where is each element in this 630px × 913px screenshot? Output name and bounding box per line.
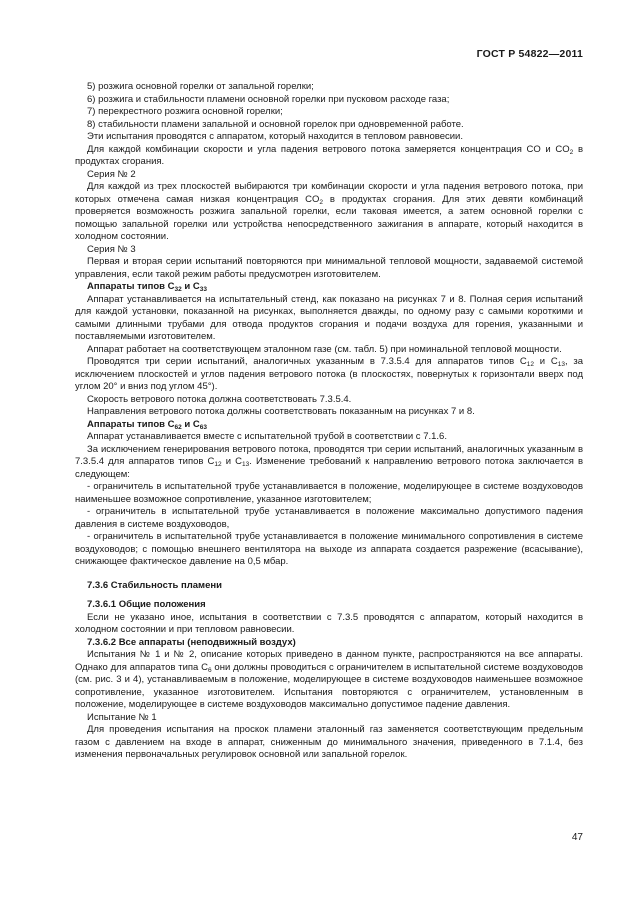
subsection-heading-7-3-6-2: 7.3.6.2 Все аппараты (неподвижный воздух) bbox=[87, 636, 296, 648]
document-body bbox=[75, 81, 583, 762]
page-number: 47 bbox=[571, 832, 583, 843]
paragraph: Для проведения испытания на проскок пламени эталонный газ заменяется соответствующим предельным газом с давлением на входе в аппарат, сниженным до минимального значения, приведенного в 7.1.4, без изменения первоначальных регулировок основной или запальной горелок. bbox=[75, 724, 583, 760]
paragraph: Эти испытания проводятся с аппаратом, который находится в тепловом равновесии. bbox=[87, 131, 464, 142]
paragraph: Если не указано иное, испытания в соответствии с 7.3.5 проводятся с аппаратом, который находится в холодном состоянии и при тепловом равновесии. bbox=[75, 611, 583, 635]
paragraph: Проводятся три серии испытаний, аналогичных указанным в 7.3.5.4 для аппаратов типов $C_{12}$ и $C_{13}$, за исключением плоскостей и углов падения ветрового потока (в плоскостях, повернутых к горизонтали вверх под углом 20° и вниз под углом 45°). bbox=[75, 356, 583, 392]
paragraph: Для каждой комбинации скорости и угла падения ветрового потока замеряется концентрация CO и $CO_2$ в продуктах сгорания. bbox=[75, 143, 583, 167]
paragraph: Аппарат устанавливается вместе с испытательной трубой в соответствии с 7.1.6. bbox=[87, 431, 447, 442]
subsection-heading-7-3-6-1: 7.3.6.1 Общие положения bbox=[87, 599, 206, 610]
list-item-6: 6) розжига и стабильности пламени основной горелки при пусковом расходе газа; bbox=[87, 93, 450, 105]
list-item-5: 5) розжига основной горелки от запальной горелки; bbox=[87, 81, 314, 92]
dash-item: - ограничитель в испытательной трубе устанавливается в положение минимального сопротивления в системе воздуховодов; с помощью внешнего вентилятора на выходе из аппарата создается разрежение (всасывание), снижающее фактическое давление на 0,5 мбар. bbox=[75, 531, 583, 567]
paragraph: Аппарат работает на соответствующем эталонном газе (см. табл. 5) при номинальной тепловой мощности. bbox=[87, 343, 562, 355]
section-heading-7-3-6: 7.3.6 Стабильность пламени bbox=[87, 579, 222, 591]
list-item-7: 7) перекрестного розжига основной горелки; bbox=[87, 106, 283, 117]
dash-item: - ограничитель в испытательной трубе устанавливается в положение, моделирующее в системе воздуховодов наименьшее возможное сопротивление, указанное изготовителем; bbox=[75, 481, 583, 505]
document-header: ГОСТ Р 54822—2011 bbox=[476, 48, 583, 60]
paragraph: За исключением генерирования ветрового потока, проводятся три серии испытаний, аналогичных указанным в 7.3.5.4 для аппаратов типов $C_{12}$ и $C_{13}$. Изменение требований к направлению ветрового потока заключается в следующем: bbox=[75, 443, 584, 480]
dash-item: - ограничитель в испытательной трубе устанавливается в положение максимально допустимого падения давления в системе воздуховодов, bbox=[75, 506, 583, 530]
subheading-c62-c63: Аппараты типов $C_{62}$ и $C_{63}$ bbox=[87, 418, 207, 431]
test-heading: Испытание № 1 bbox=[87, 711, 157, 723]
paragraph: Первая и вторая серии испытаний повторяются при минимальной тепловой мощности, задаваемой системой управления, если такой режим работы предусмотрен изготовителем. bbox=[75, 256, 583, 280]
paragraph: Скорость ветрового потока должна соответствовать 7.3.5.4. bbox=[87, 393, 352, 405]
series-heading: Серия № 2 bbox=[87, 168, 136, 180]
paragraph: Испытания № 1 и № 2, описание которых приведено в данном пункте, распространяются на все аппараты. Однако для аппаратов типа $C_6$ они должны проводиться с ограничителем в испытательной системе воздуховодов (см. рис. 3 и 4), устанавливаемым в положение, моделирующее в системе воздуховодов наименьшее возможное сопротивление, указанное изготовителем. Испытания повторяются с ограничителем, установленным в положение, моделирующее в системе воздуховодов максимально допустимое падение давления. bbox=[75, 649, 583, 710]
series-heading: Серия № 3 bbox=[87, 243, 136, 255]
list-item-8: 8) стабильности пламени запальной и основной горелок при одновременной работе. bbox=[87, 118, 464, 130]
paragraph: Направления ветрового потока должны соответствовать показанным на рисунках 7 и 8. bbox=[87, 406, 475, 417]
paragraph: Аппарат устанавливается на испытательный стенд, как показано на рисунках 7 и 8. Полная серия испытаний для каждой установки, показанной на рисунках, выполняется дважды, по одному разу с самыми короткими и самыми длинными трубами для отвода продуктов сгорания и подачи воздуха для горения, указанными и поставляемыми изготовителем. bbox=[75, 293, 583, 342]
paragraph: Для каждой из трех плоскостей выбираются три комбинации скорости и угла падения ветрового потока, при которых отмечена самая низкая концентрация $CO_2$ в продуктах сгорания. Для этих девяти комбинаций проверяется возможность розжига запальной горелки, если таковая имеется, а затем основной горелки с помощью запальной горелки или устройства непосредственного зажигания в аппарате, который находится в холодном состоянии. bbox=[75, 181, 584, 242]
subheading-c32-c33: Аппараты типов $C_{32}$ и $C_{33}$ bbox=[87, 281, 207, 293]
